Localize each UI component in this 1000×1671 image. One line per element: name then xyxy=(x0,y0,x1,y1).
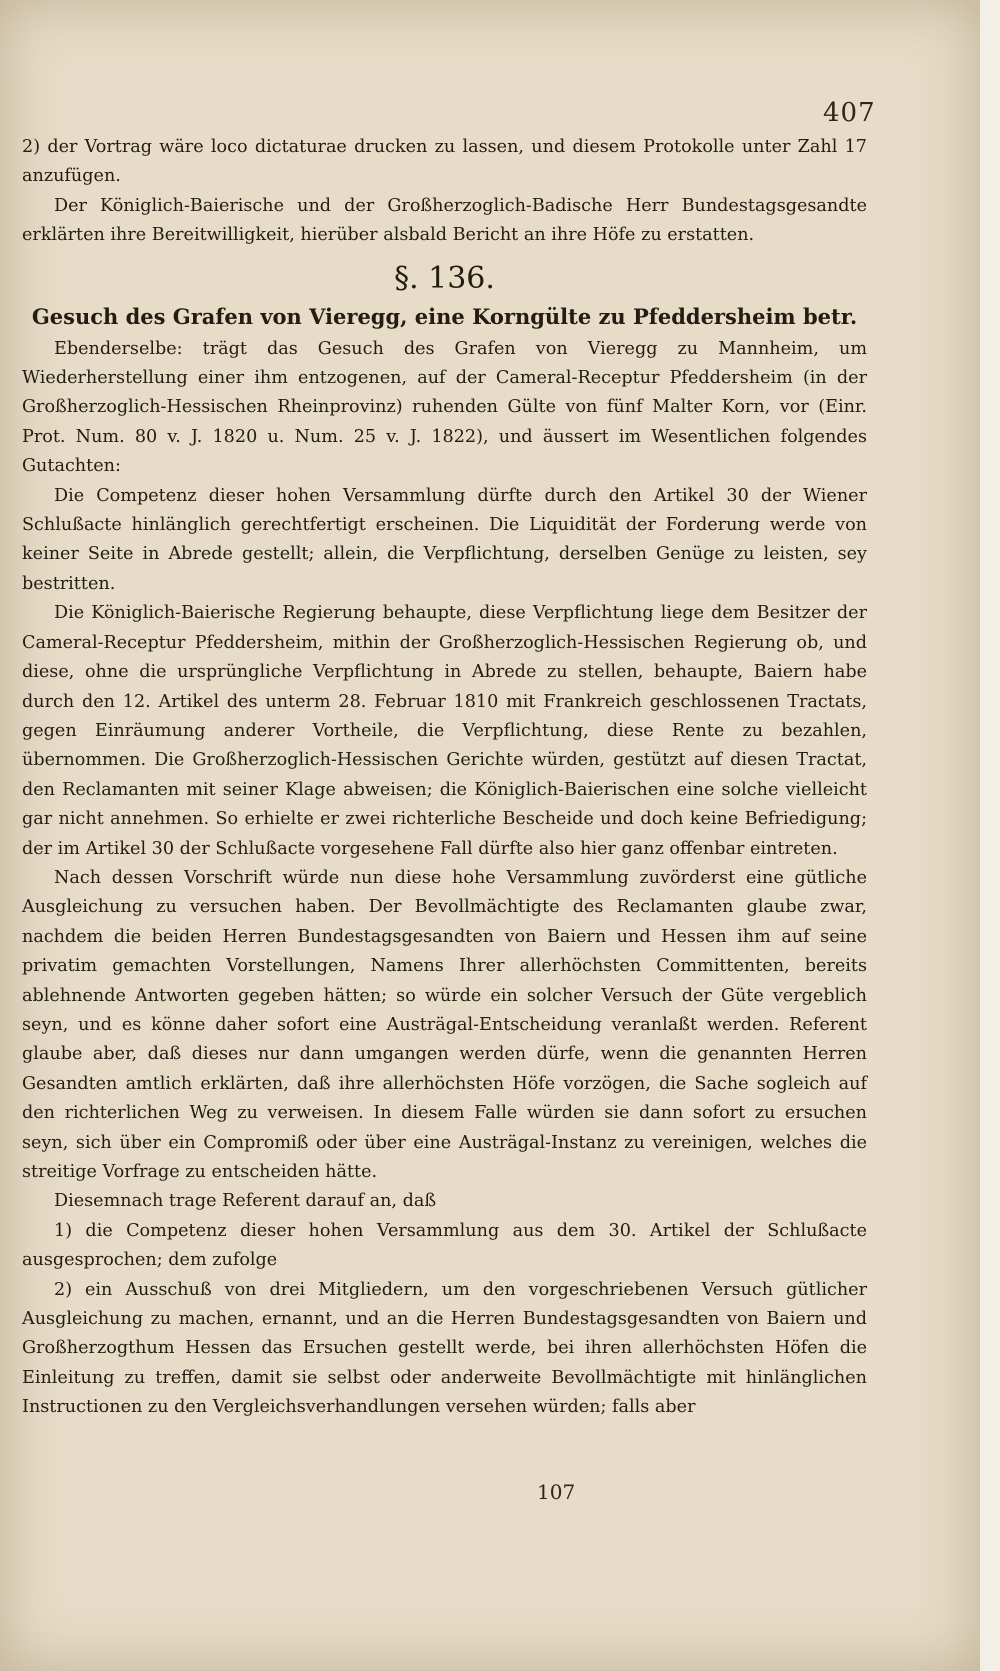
page-margin xyxy=(980,0,1000,1671)
list-item: 1) die Competenz dieser hohen Versammlung aus dem 30. Artikel der Schlußacte ausgesprochen; dem zufolge xyxy=(22,1220,867,1271)
paragraph: Der Königlich-Baierische und der Großherzoglich-Badische Herr Bundestagsgesandte erklärten ihre Bereitwilligkeit, hierüber alsbald Bericht an ihre Höfe zu erstatten. xyxy=(22,195,867,246)
section-number: §. 136. xyxy=(394,260,495,296)
list-item: 2) ein Ausschuß von drei Mitgliedern, um den vorgeschriebenen Versuch gütlicher Ausgleichung zu machen, ernannt, und an die Herren Bundestagsgesandten von Baiern und Großherzogthum Hessen das Ersuchen gestellt werde, bei ihren allerhöchsten Höfen die Einleitung zu treffen, damit sie selbst oder anderweite Bevollmächtigte mit hinlänglichen Instructionen zu den Vergleichsverhandlungen versehen würden; falls aber xyxy=(22,1279,867,1418)
section-heading: Gesuch des Grafen von Vieregg, eine Korngülte zu Pfeddersheim betr. xyxy=(31,303,858,329)
paragraph: Die Königlich-Baierische Regierung behaupte, diese Verpflichtung liege dem Besitzer der Cameral-Receptur Pfeddersheim, mithin der Großherzoglich-Hessischen Regierung ob, und diese, ohne die ursprüngliche Verpflichtung in Abrede zu stellen, behaupte, Baiern habe durch den 12. Artikel des unterm 28. Februar 1810 mit Frankreich geschlossenen Tractats, gegen Einräumung anderer Vortheile, die Verpflichtung, diese Rente zu bezahlen, übernommen. Die Großherzoglich-Hessischen Gerichte würden, gestützt auf diesen Tractat, den Reclamanten mit seiner Klage abweisen; die Königlich-Baierischen eine solche vielleicht gar nicht annehmen. So erhielte er zwei richterliche Bescheide und doch keine Befriedigung; der im Artikel 30 der Schlußacte vorgesehene Fall dürfte also hier ganz offenbar eintreten. xyxy=(22,603,867,859)
page-number: 407 xyxy=(823,98,876,128)
paragraph: Nach dessen Vorschrift würde nun diese hohe Versammlung zuvörderst eine gütliche Ausgleichung zu versuchen haben. Der Bevollmächtigte des Reclamanten glaube zwar, nachdem die beiden Herren Bundestagsgesandten von Baiern und Hessen ihm auf seine privatim gemachten Vorstellungen, Namens Ihrer allerhöchsten Committenten, bereits ablehnende Antworten gegeben hätten; so würde ein solcher Versuch der Güte vergeblich seyn, und es könne daher sofort eine Austrägal-Entscheidung veranlaßt werden. Referent glaube aber, daß dieses nur dann umgangen werden dürfe, wenn die genannten Herren Gesandten amtlich erklärten, daß ihre allerhöchsten Höfe vorzögen, die Sache sogleich auf den richterlichen Weg zu verweisen. In diesem Falle würden sie dann sofort zu ersuchen seyn, sich über ein Compromiß oder über eine Austrägal-Instanz zu vereinigen, welches die streitige Vorfrage zu entscheiden hätte. xyxy=(22,867,867,1182)
paragraph: Diesemnach trage Referent darauf an, daß xyxy=(54,1191,437,1212)
paragraph: 2) der Vortrag wäre loco dictaturae drucken zu lassen, und diesem Protokolle unter Zahl 17 anzufügen. xyxy=(22,137,867,187)
paragraph: Die Competenz dieser hohen Versammlung dürfte durch den Artikel 30 der Wiener Schlußacte hinlänglich gerechtfertigt erscheinen. Die Liquidität der Forderung werde von keiner Seite in Abrede gestellt; allein, die Verpflichtung, derselben Genüge zu leisten, sey bestritten. xyxy=(22,485,867,594)
signature-mark: 107 xyxy=(537,1480,576,1504)
paragraph: Ebenderselbe: trägt das Gesuch des Grafen von Vieregg zu Mannheim, um Wiederherstellung einer ihm entzogenen, auf der Cameral-Receptur Pfeddersheim (in der Großherzoglich-Hessischen Rheinprovinz) ruhenden Gülte von fünf Malter Korn, vor (Einr. Prot. Num. 80 v. J. 1820 u. Num. 25 v. J. 1822), und äussert im Wesentlichen folgendes Gutachten: xyxy=(22,338,867,477)
page-text xyxy=(22,133,867,1423)
